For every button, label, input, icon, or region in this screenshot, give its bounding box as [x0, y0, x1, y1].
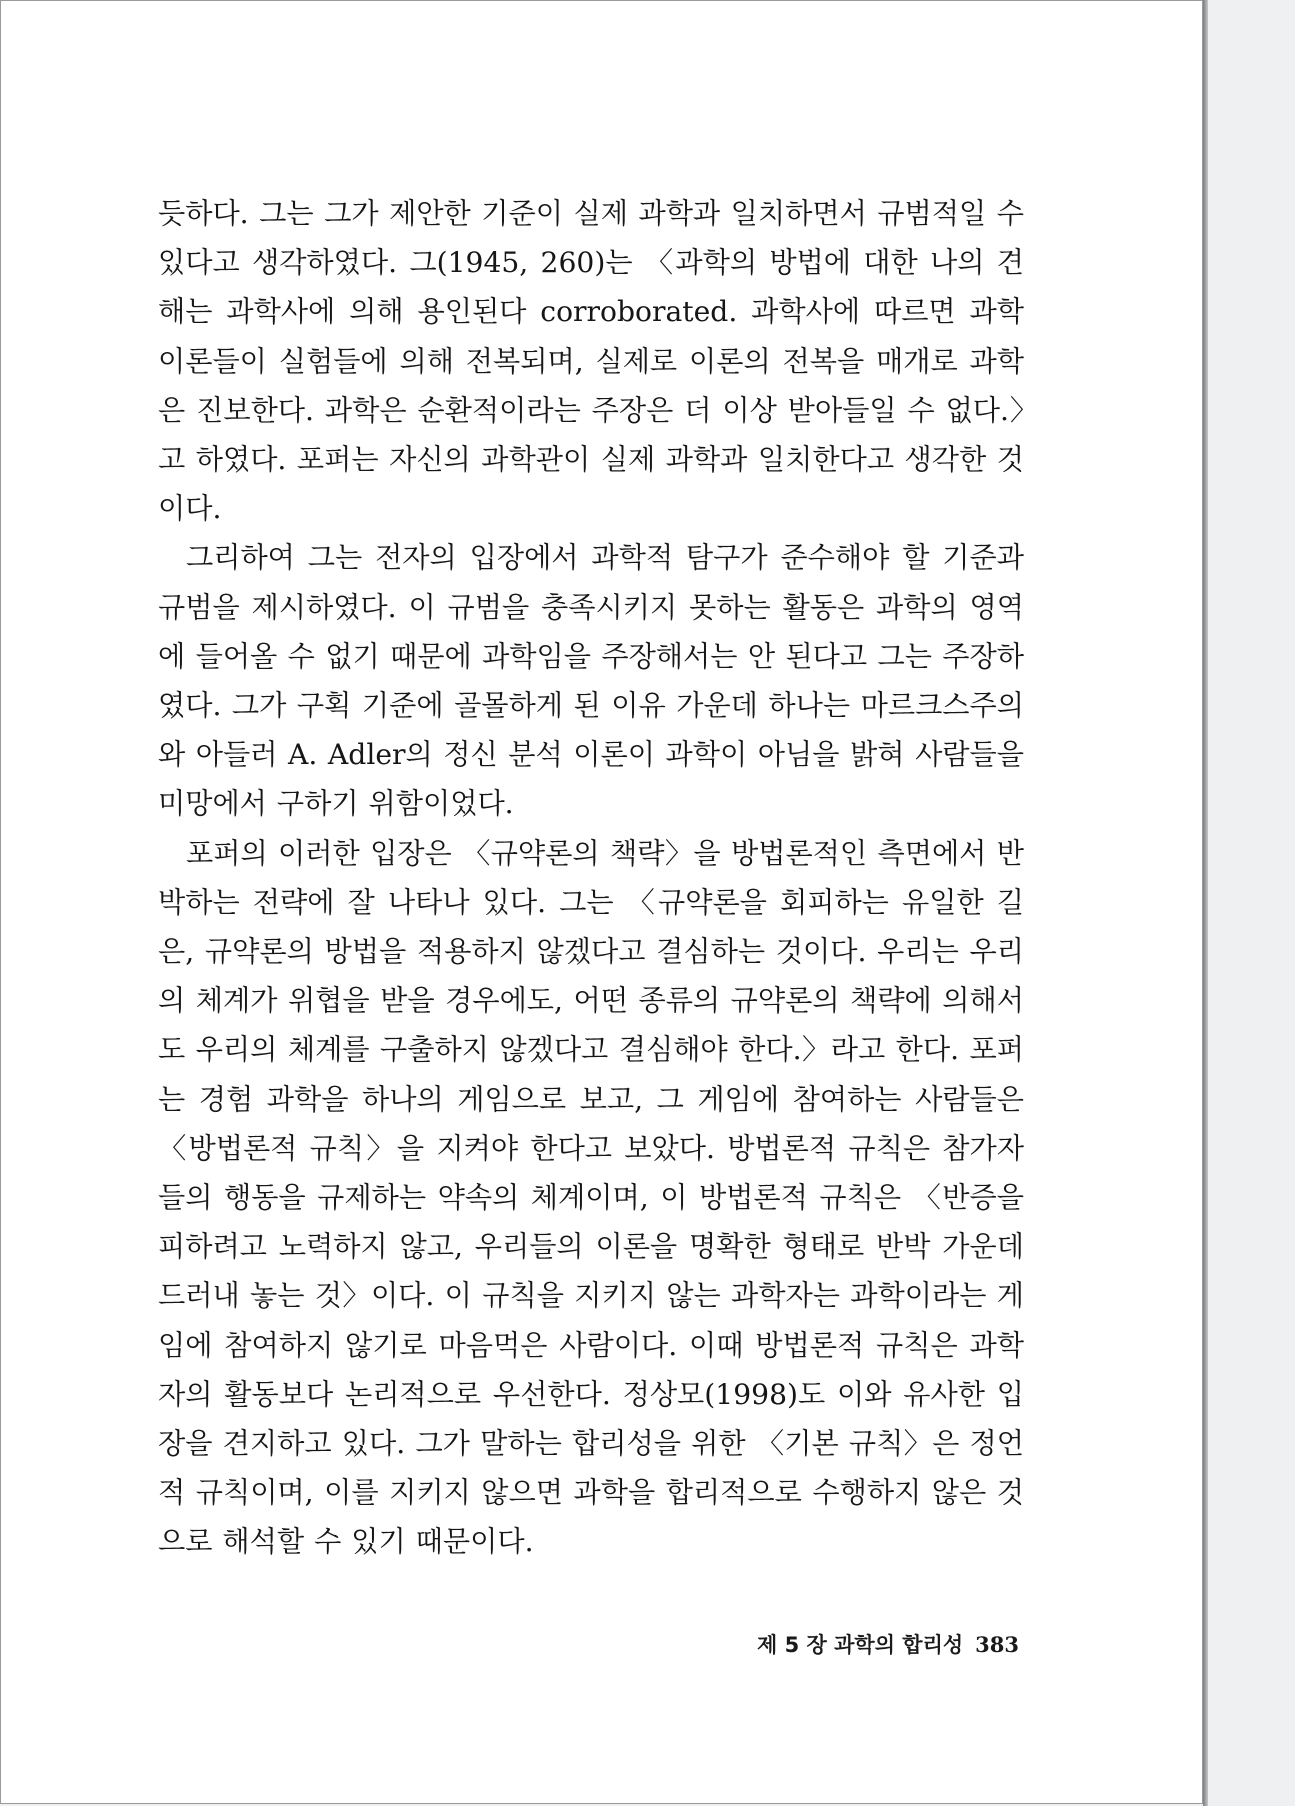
paragraph-1: 듯하다. 그는 그가 제안한 기준이 실제 과학과 일치하면서 규범적일 수 있다고 생각하였다. 그(1945, 260)는 〈과학의 방법에 대한 나의 견해는 과학사에 의해 용인된다 corroborated. 과학사에 따르면 과학 이론들이 실험들에 의해 전복되며, 실제로 이론의 전복을 매개로 과학은 진보한다. 과학은 순환적이라는 주장은 더 이상 받아들일 수 없다.〉고 하였다. 포퍼는 자신의 과학관이 실제 과학과 일치한다고 생각한 것이다. [158, 197, 1024, 526]
page-footer [701, 1629, 1019, 1659]
body-text [158, 189, 1024, 1567]
running-footer-chapter: 제 5 장 과학의 합리성 [757, 1633, 964, 1657]
page-edge-shadow [1203, 0, 1208, 1806]
page-number: 383 [975, 1632, 1019, 1657]
paragraph-3: 포퍼의 이러한 입장은 〈규약론의 책략〉을 방법론적인 측면에서 반박하는 전략에 잘 나타나 있다. 그는 〈규약론을 회피하는 유일한 길은, 규약론의 방법을 적용하지 않겠다고 결심하는 것이다. 우리는 우리의 체계가 위협을 받을 경우에도, 어떤 종류의 규약론의 책략에 의해서도 우리의 체계를 구출하지 않겠다고 결심해야 한다.〉라고 한다. 포퍼는 경험 과학을 하나의 게임으로 보고, 그 게임에 참여하는 사람들은 〈방법론적 규칙〉을 지켜야 한다고 보았다. 방법론적 규칙은 참가자들의 행동을 규제하는 약속의 체계이며, 이 방법론적 규칙은 〈반증을 피하려고 노력하지 않고, 우리들의 이론을 명확한 형태로 반박 가운데 드러내 놓는 것〉이다. 이 규칙을 지키지 않는 과학자는 과학이라는 게임에 참여하지 않기로 마음먹은 사람이다. 이때 방법론적 규칙은 과학자의 활동보다 논리적으로 우선한다. 정상모(1998)도 이와 유사한 입장을 견지하고 있다. 그가 말하는 합리성을 위한 〈기본 규칙〉은 정언적 규칙이며, 이를 지키지 않으면 과학을 합리적으로 수행하지 않은 것으로 해석할 수 있기 때문이다. [158, 836, 1024, 1559]
paragraph-2: 그리하여 그는 전자의 입장에서 과학적 탐구가 준수해야 할 기준과 규범을 제시하였다. 이 규범을 충족시키지 못하는 활동은 과학의 영역에 들어올 수 없기 때문에 과학임을 주장해서는 안 된다고 그는 주장하였다. 그가 구획 기준에 골몰하게 된 이유 가운데 하나는 마르크스주의와 아들러 A. Adler의 정신 분석 이론이 과학이 아님을 밝혀 사람들을 미망에서 구하기 위함이었다. [158, 541, 1024, 821]
